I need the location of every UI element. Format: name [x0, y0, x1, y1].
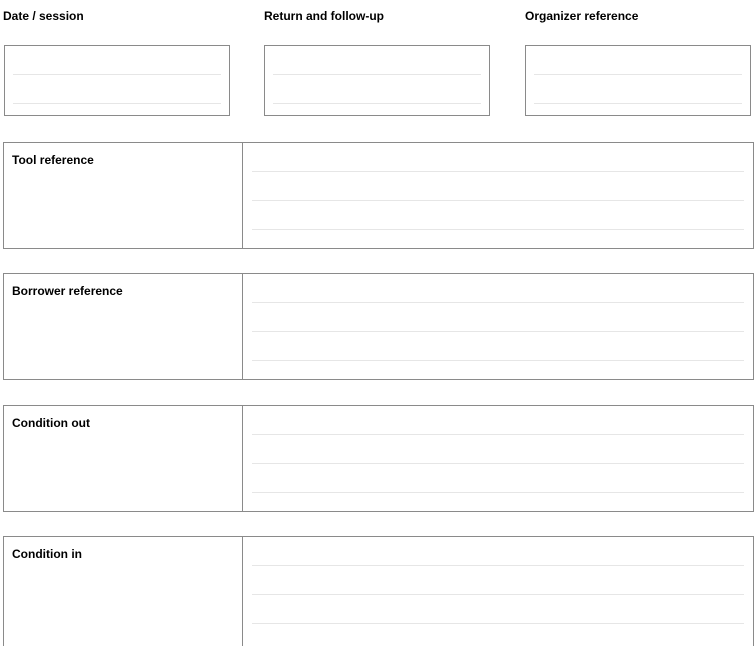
borrower-reference-label: Borrower reference [4, 274, 243, 379]
rule-line [252, 200, 744, 201]
rule-line [252, 623, 744, 624]
rule-line [13, 103, 221, 104]
rule-line [252, 434, 744, 435]
organizer-reference-field[interactable] [525, 45, 751, 116]
rule-line [252, 302, 744, 303]
rule-line [273, 74, 481, 75]
condition-out-field[interactable] [243, 406, 753, 511]
date-session-label: Date / session [3, 9, 84, 23]
rule-line [252, 565, 744, 566]
date-session-field[interactable] [4, 45, 230, 116]
rule-line [534, 74, 742, 75]
rule-line [252, 594, 744, 595]
borrower-reference-section [3, 273, 754, 380]
condition-in-section [3, 536, 754, 646]
rule-line [252, 331, 744, 332]
rule-line [252, 229, 744, 230]
condition-out-label: Condition out [4, 406, 243, 511]
rule-line [252, 171, 744, 172]
return-followup-field[interactable] [264, 45, 490, 116]
rule-line [273, 103, 481, 104]
condition-out-section [3, 405, 754, 512]
rule-line [252, 492, 744, 493]
return-followup-label: Return and follow-up [264, 9, 384, 23]
rule-line [13, 74, 221, 75]
tool-reference-field[interactable] [243, 143, 753, 248]
rule-line [534, 103, 742, 104]
condition-in-field[interactable] [243, 537, 753, 646]
rule-line [252, 463, 744, 464]
organizer-reference-label: Organizer reference [525, 9, 639, 23]
tool-reference-label: Tool reference [4, 143, 243, 248]
rule-line [252, 360, 744, 361]
borrower-reference-field[interactable] [243, 274, 753, 379]
tool-reference-section [3, 142, 754, 249]
condition-in-label: Condition in [4, 537, 243, 646]
